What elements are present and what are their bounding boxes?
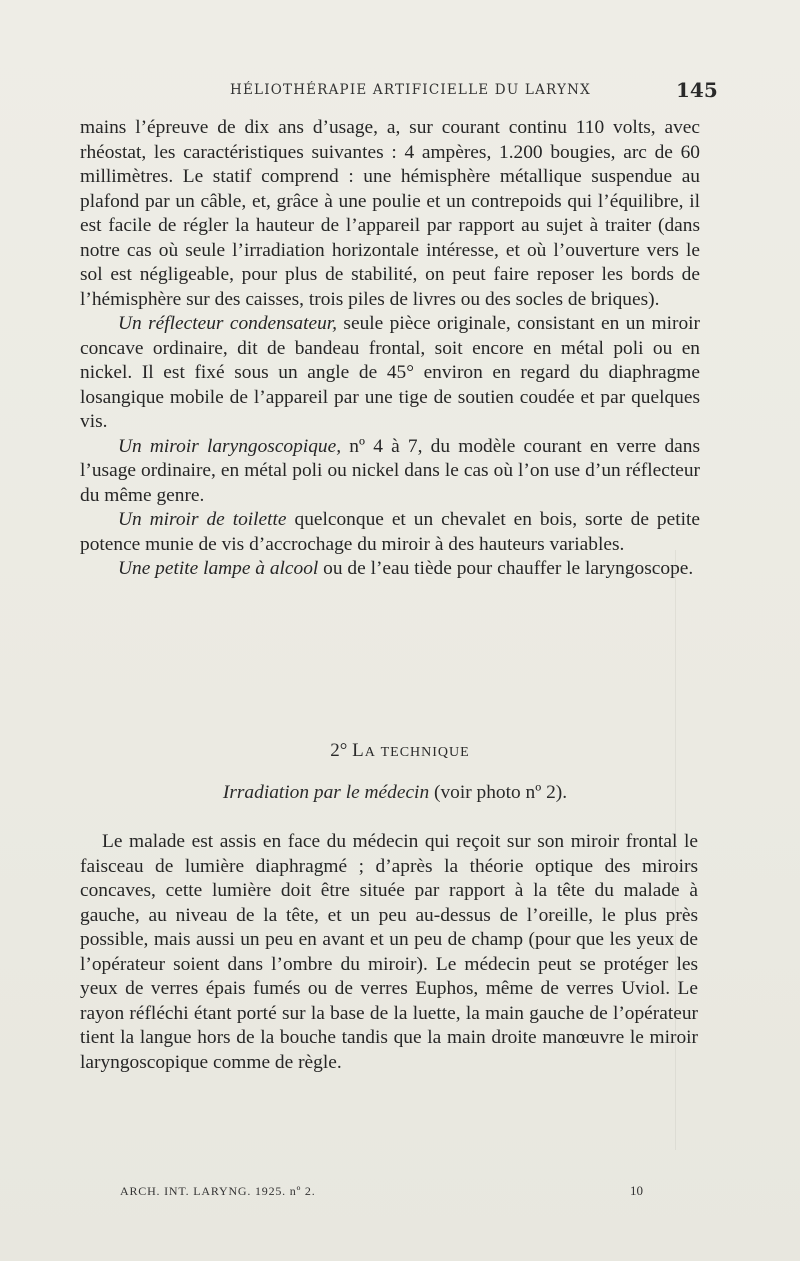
item-toilette-italic: Un miroir de toilette bbox=[118, 509, 287, 530]
subsection-heading bbox=[0, 782, 790, 804]
subsection-italic: Irradiation par le médecin bbox=[222, 782, 430, 803]
item-lampe-italic: Une petite lampe à alcool bbox=[118, 558, 319, 579]
page-number: 145 bbox=[676, 78, 718, 102]
paragraph-1: mains l’épreuve de dix ans d’usage, a, sur courant continu 110 volts, avec rhéostat, les caractéristiques suivantes : 4 ampères, 1.200 bougies, arc de 60 millimètres. Le statif comprend : une hémisphère métallique suspendue au plafond par un câble, et, grâce à une poulie et un contrepoids qui l’équilibre, il est facile de régler la hauteur de l’appareil par rapport au sujet à traiter (dans notre cas où seule l’irradiation horizontale intéresse, et où l’ouverture vers le sol est négligeable, pour plus de stabilité, on peut faire reposer les bords de l’hémisphère sur des caisses, trois piles de livres ou des socles de briques). bbox=[80, 117, 700, 310]
section-number: 2° bbox=[330, 740, 348, 761]
paragraph-4 bbox=[80, 508, 700, 557]
item-miroir-text: nº 4 à 7, du modèle courant en verre dans l’usage ordinaire, en métal poli ou nickel dans le cas où l’on use d’un réflecteur du même genre. bbox=[80, 435, 700, 506]
item-toilette-text: quelconque et un chevalet en bois, sorte de petite potence munie de vis d’accrochage du miroir à des hauteurs variables. bbox=[80, 509, 700, 555]
item-reflecteur-text: seule pièce originale, consistant en un miroir concave ordinaire, dit de bandeau frontal, soit encore en métal poli ou en nickel. Il est fixé sous un angle de 45° environ en regard du diaphragme losangique mobile de l’appareil par une tige de soutien coudée et par quelques vis. bbox=[80, 313, 700, 432]
paragraph-2 bbox=[80, 312, 700, 435]
body-text-technique bbox=[80, 830, 698, 1075]
section-title-first-rest: A bbox=[364, 745, 376, 760]
item-lampe-text: ou de l’eau tiède pour chauffer le laryngoscope. bbox=[318, 558, 694, 579]
running-head bbox=[0, 80, 800, 104]
page-fold-line bbox=[675, 550, 676, 1150]
item-miroir-italic: Un miroir laryngoscopique, bbox=[118, 435, 342, 457]
subsection-text: (voir photo nº 2). bbox=[429, 782, 568, 803]
footer-sheet-number: 10 bbox=[630, 1183, 643, 1198]
section-title-initial: L bbox=[352, 740, 365, 761]
paragraph-5 bbox=[80, 557, 700, 582]
paragraph-technique: Le malade est assis en face du médecin qui reçoit sur son miroir frontal le faisceau de lumière diaphragmé ; d’après la théorie optique des miroirs concaves, cette lumière doit être située par rapport à la tête du malade à gauche, au niveau de la tête, et un peu au-dessus de l’oreille, le plus près possible, mais aussi un peu en avant et un peu de champ (pour que les yeux de l’opérateur soient dans l’ombre du miroir). Le médecin peut se protéger les yeux de verres épais fumés ou de verres Euphos, même de verres Uviol. Le rayon réfléchi étant porté sur la base de la luette, la main gauche de l’opérateur tient la langue hors de la bouche tandis que la main droite manœuvre le miroir laryngoscopique comme de règle. bbox=[80, 831, 698, 1073]
body-text bbox=[80, 116, 700, 582]
item-reflecteur-italic: Un réflecteur condensateur, bbox=[118, 313, 338, 334]
running-title: HÉLIOTHÉRAPIE ARTIFICIELLE DU LARYNX bbox=[230, 82, 591, 98]
paragraph-3 bbox=[80, 435, 700, 509]
footer-signature: ARCH. INT. LARYNG. 1925. nº 2. bbox=[120, 1184, 316, 1198]
section-heading bbox=[0, 740, 800, 762]
page-footer bbox=[0, 1184, 800, 1204]
section-title-word: TECHNIQUE bbox=[380, 745, 470, 760]
